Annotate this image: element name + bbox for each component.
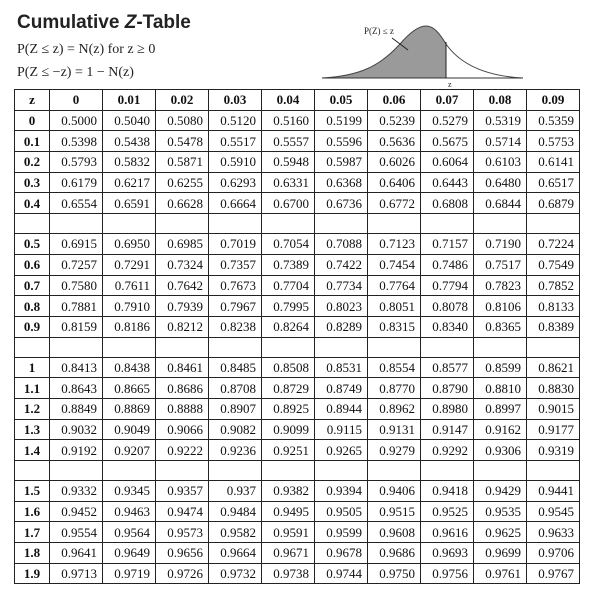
probability-cell: 0.8729 — [262, 378, 315, 399]
probability-cell: 0.7764 — [368, 275, 421, 296]
z-value-cell: 0.6 — [15, 254, 50, 275]
probability-cell: 0.6628 — [156, 193, 209, 214]
probability-cell: 0.8438 — [103, 357, 156, 378]
table-row — [15, 378, 580, 399]
table-row — [15, 172, 580, 193]
probability-cell: 0.6141 — [527, 152, 580, 173]
probability-cell: 0.9693 — [421, 543, 474, 564]
probability-cell: 0.5910 — [209, 152, 262, 173]
probability-cell: 0.8665 — [103, 378, 156, 399]
probability-cell: 0.5040 — [103, 110, 156, 131]
column-header: 0.04 — [262, 90, 315, 111]
probability-cell: 0.9732 — [209, 563, 262, 584]
probability-cell: 0.8051 — [368, 296, 421, 317]
probability-cell: 0.8925 — [262, 398, 315, 419]
probability-cell: 0.5160 — [262, 110, 315, 131]
probability-cell: 0.9452 — [50, 501, 103, 522]
z-value-cell: 0.8 — [15, 296, 50, 317]
z-value-cell: 0.1 — [15, 131, 50, 152]
probability-cell: 0.9207 — [103, 440, 156, 461]
probability-cell: 0.7357 — [209, 254, 262, 275]
table-row — [15, 419, 580, 440]
probability-cell: 0.9474 — [156, 501, 209, 522]
probability-cell: 0.7486 — [421, 254, 474, 275]
probability-cell: 0.7794 — [421, 275, 474, 296]
z-value-cell: 0 — [15, 110, 50, 131]
probability-cell: 0.9713 — [50, 563, 103, 584]
probability-cell: 0.6331 — [262, 172, 315, 193]
column-header: 0.03 — [209, 90, 262, 111]
probability-cell: 0.8531 — [315, 357, 368, 378]
probability-cell: 0.8770 — [368, 378, 421, 399]
probability-cell: 0.7852 — [527, 275, 580, 296]
table-row — [15, 501, 580, 522]
probability-cell: 0.9664 — [209, 543, 262, 564]
z-value-cell: 1.7 — [15, 522, 50, 543]
probability-cell: 0.9192 — [50, 440, 103, 461]
probability-cell: 0.5319 — [474, 110, 527, 131]
z-value-cell: 1.1 — [15, 378, 50, 399]
column-header: 0.02 — [156, 90, 209, 111]
spacer-row — [15, 214, 580, 234]
probability-cell: 0.5359 — [527, 110, 580, 131]
probability-cell: 0.5832 — [103, 152, 156, 173]
table-row — [15, 275, 580, 296]
probability-cell: 0.6443 — [421, 172, 474, 193]
probability-cell: 0.6591 — [103, 193, 156, 214]
z-value-cell: 1.4 — [15, 440, 50, 461]
probability-cell: 0.5080 — [156, 110, 209, 131]
probability-cell: 0.5987 — [315, 152, 368, 173]
probability-cell: 0.8133 — [527, 296, 580, 317]
probability-cell: 0.5714 — [474, 131, 527, 152]
probability-cell: 0.8340 — [421, 316, 474, 337]
probability-cell: 0.5478 — [156, 131, 209, 152]
table-row — [15, 131, 580, 152]
probability-cell: 0.7549 — [527, 254, 580, 275]
probability-cell: 0.9345 — [103, 481, 156, 502]
probability-cell: 0.7673 — [209, 275, 262, 296]
probability-cell: 0.6879 — [527, 193, 580, 214]
probability-cell: 0.6985 — [156, 234, 209, 255]
z-value-cell: 1.5 — [15, 481, 50, 502]
probability-cell: 0.9625 — [474, 522, 527, 543]
probability-cell: 0.7734 — [315, 275, 368, 296]
probability-cell: 0.8078 — [421, 296, 474, 317]
column-header: 0.01 — [103, 90, 156, 111]
probability-cell: 0.7123 — [368, 234, 421, 255]
probability-cell: 0.5517 — [209, 131, 262, 152]
probability-cell: 0.5279 — [421, 110, 474, 131]
probability-cell: 0.7967 — [209, 296, 262, 317]
table-row — [15, 152, 580, 173]
probability-cell: 0.9719 — [103, 563, 156, 584]
probability-cell: 0.7881 — [50, 296, 103, 317]
probability-cell: 0.8389 — [527, 316, 580, 337]
probability-cell: 0.7422 — [315, 254, 368, 275]
probability-cell: 0.7157 — [421, 234, 474, 255]
probability-cell: 0.9495 — [262, 501, 315, 522]
probability-cell: 0.8554 — [368, 357, 421, 378]
probability-cell: 0.8577 — [421, 357, 474, 378]
probability-cell: 0.6950 — [103, 234, 156, 255]
table-row — [15, 563, 580, 584]
probability-cell: 0.8810 — [474, 378, 527, 399]
probability-cell: 0.8997 — [474, 398, 527, 419]
probability-cell: 0.9162 — [474, 419, 527, 440]
probability-cell: 0.7939 — [156, 296, 209, 317]
probability-cell: 0.7642 — [156, 275, 209, 296]
probability-cell: 0.8749 — [315, 378, 368, 399]
probability-cell: 0.7454 — [368, 254, 421, 275]
probability-cell: 0.9251 — [262, 440, 315, 461]
probability-cell: 0.9699 — [474, 543, 527, 564]
probability-cell: 0.9554 — [50, 522, 103, 543]
probability-cell: 0.7910 — [103, 296, 156, 317]
probability-cell: 0.9332 — [50, 481, 103, 502]
probability-cell: 0.9049 — [103, 419, 156, 440]
probability-cell: 0.9535 — [474, 501, 527, 522]
probability-cell: 0.7517 — [474, 254, 527, 275]
probability-cell: 0.9484 — [209, 501, 262, 522]
probability-cell: 0.9633 — [527, 522, 580, 543]
probability-cell: 0.8461 — [156, 357, 209, 378]
probability-cell: 0.6217 — [103, 172, 156, 193]
probability-cell: 0.9279 — [368, 440, 421, 461]
probability-cell: 0.9582 — [209, 522, 262, 543]
probability-cell: 0.9744 — [315, 563, 368, 584]
formula-negative: P(Z ≤ −z) = 1 − N(z) — [17, 65, 134, 80]
probability-cell: 0.6915 — [50, 234, 103, 255]
z-value-cell: 1 — [15, 357, 50, 378]
probability-cell: 0.8907 — [209, 398, 262, 419]
probability-cell: 0.9418 — [421, 481, 474, 502]
probability-cell: 0.9641 — [50, 543, 103, 564]
probability-cell: 0.6179 — [50, 172, 103, 193]
z-value-cell: 0.5 — [15, 234, 50, 255]
table-row — [15, 357, 580, 378]
probability-cell: 0.6293 — [209, 172, 262, 193]
probability-cell: 0.9599 — [315, 522, 368, 543]
probability-cell: 0.9099 — [262, 419, 315, 440]
table-header-row — [15, 90, 580, 111]
probability-cell: 0.7389 — [262, 254, 315, 275]
probability-cell: 0.5239 — [368, 110, 421, 131]
probability-cell: 0.5596 — [315, 131, 368, 152]
probability-cell: 0.9726 — [156, 563, 209, 584]
probability-cell: 0.5753 — [527, 131, 580, 152]
probability-cell: 0.8944 — [315, 398, 368, 419]
z-value-cell: 0.4 — [15, 193, 50, 214]
probability-cell: 0.9608 — [368, 522, 421, 543]
spacer-row — [15, 337, 580, 357]
probability-cell: 0.6700 — [262, 193, 315, 214]
probability-cell: 0.8643 — [50, 378, 103, 399]
probability-cell: 0.6064 — [421, 152, 474, 173]
table-row — [15, 398, 580, 419]
z-value-cell: 1.2 — [15, 398, 50, 419]
probability-cell: 0.9750 — [368, 563, 421, 584]
probability-cell: 0.8888 — [156, 398, 209, 419]
probability-cell: 0.9131 — [368, 419, 421, 440]
bell-curve-figure — [320, 22, 525, 88]
probability-cell: 0.5675 — [421, 131, 474, 152]
z-value-cell: 1.9 — [15, 563, 50, 584]
table-row — [15, 254, 580, 275]
probability-cell: 0.8186 — [103, 316, 156, 337]
table-row — [15, 296, 580, 317]
probability-cell: 0.9292 — [421, 440, 474, 461]
probability-cell: 0.9357 — [156, 481, 209, 502]
z-value-cell: 0.7 — [15, 275, 50, 296]
probability-cell: 0.7224 — [527, 234, 580, 255]
probability-cell: 0.6736 — [315, 193, 368, 214]
probability-cell: 0.8830 — [527, 378, 580, 399]
probability-cell: 0.8621 — [527, 357, 580, 378]
column-header: 0 — [50, 90, 103, 111]
probability-cell: 0.5793 — [50, 152, 103, 173]
probability-cell: 0.6808 — [421, 193, 474, 214]
probability-cell: 0.9382 — [262, 481, 315, 502]
column-header: z — [15, 90, 50, 111]
axis-z-label: z — [448, 80, 452, 88]
z-value-cell: 1.8 — [15, 543, 50, 564]
z-value-cell: 0.2 — [15, 152, 50, 173]
probability-cell: 0.8238 — [209, 316, 262, 337]
formula-positive: P(Z ≤ z) = N(z) for z ≥ 0 — [17, 42, 156, 57]
probability-cell: 0.9319 — [527, 440, 580, 461]
table-row — [15, 316, 580, 337]
probability-cell: 0.9761 — [474, 563, 527, 584]
probability-cell: 0.9756 — [421, 563, 474, 584]
probability-cell: 0.7257 — [50, 254, 103, 275]
probability-cell: 0.8106 — [474, 296, 527, 317]
probability-cell: 0.8365 — [474, 316, 527, 337]
page-title: Cumulative Z-Table — [17, 12, 191, 33]
z-value-cell: 0.3 — [15, 172, 50, 193]
probability-cell: 0.7088 — [315, 234, 368, 255]
probability-cell: 0.9015 — [527, 398, 580, 419]
probability-cell: 0.9147 — [421, 419, 474, 440]
probability-cell: 0.8212 — [156, 316, 209, 337]
column-header: 0.08 — [474, 90, 527, 111]
probability-cell: 0.6517 — [527, 172, 580, 193]
probability-cell: 0.8869 — [103, 398, 156, 419]
probability-cell: 0.8413 — [50, 357, 103, 378]
figure-label: P(Z) ≤ z — [364, 26, 394, 36]
probability-cell: 0.9082 — [209, 419, 262, 440]
probability-cell: 0.9236 — [209, 440, 262, 461]
probability-cell: 0.7580 — [50, 275, 103, 296]
probability-cell: 0.9222 — [156, 440, 209, 461]
probability-cell: 0.6255 — [156, 172, 209, 193]
probability-cell: 0.9767 — [527, 563, 580, 584]
probability-cell: 0.9066 — [156, 419, 209, 440]
probability-cell: 0.8686 — [156, 378, 209, 399]
probability-cell: 0.6844 — [474, 193, 527, 214]
probability-cell: 0.9441 — [527, 481, 580, 502]
probability-cell: 0.7054 — [262, 234, 315, 255]
column-header: 0.05 — [315, 90, 368, 111]
probability-cell: 0.8508 — [262, 357, 315, 378]
table-row — [15, 522, 580, 543]
probability-cell: 0.6664 — [209, 193, 262, 214]
column-header: 0.07 — [421, 90, 474, 111]
table-row — [15, 193, 580, 214]
probability-cell: 0.6772 — [368, 193, 421, 214]
probability-cell: 0.5199 — [315, 110, 368, 131]
probability-cell: 0.5948 — [262, 152, 315, 173]
probability-cell: 0.9671 — [262, 543, 315, 564]
probability-cell: 0.8790 — [421, 378, 474, 399]
probability-cell: 0.9032 — [50, 419, 103, 440]
probability-cell: 0.937 — [209, 481, 262, 502]
probability-cell: 0.7611 — [103, 275, 156, 296]
probability-cell: 0.8023 — [315, 296, 368, 317]
probability-cell: 0.9505 — [315, 501, 368, 522]
probability-cell: 0.8264 — [262, 316, 315, 337]
z-value-cell: 0.9 — [15, 316, 50, 337]
probability-cell: 0.9678 — [315, 543, 368, 564]
probability-cell: 0.8289 — [315, 316, 368, 337]
probability-cell: 0.5398 — [50, 131, 103, 152]
probability-cell: 0.7823 — [474, 275, 527, 296]
column-header: 0.09 — [527, 90, 580, 111]
probability-cell: 0.6480 — [474, 172, 527, 193]
probability-cell: 0.5120 — [209, 110, 262, 131]
probability-cell: 0.6026 — [368, 152, 421, 173]
column-header: 0.06 — [368, 90, 421, 111]
probability-cell: 0.7291 — [103, 254, 156, 275]
table-row — [15, 234, 580, 255]
probability-cell: 0.6368 — [315, 172, 368, 193]
probability-cell: 0.8315 — [368, 316, 421, 337]
probability-cell: 0.7704 — [262, 275, 315, 296]
probability-cell: 0.8599 — [474, 357, 527, 378]
probability-cell: 0.7190 — [474, 234, 527, 255]
probability-cell: 0.6554 — [50, 193, 103, 214]
table-row — [15, 440, 580, 461]
probability-cell: 0.8962 — [368, 398, 421, 419]
probability-cell: 0.7324 — [156, 254, 209, 275]
table-row — [15, 543, 580, 564]
probability-cell: 0.8708 — [209, 378, 262, 399]
probability-cell: 0.5557 — [262, 131, 315, 152]
z-table — [14, 89, 580, 584]
probability-cell: 0.9591 — [262, 522, 315, 543]
probability-cell: 0.5636 — [368, 131, 421, 152]
probability-cell: 0.5000 — [50, 110, 103, 131]
probability-cell: 0.9115 — [315, 419, 368, 440]
table-row — [15, 481, 580, 502]
probability-cell: 0.9649 — [103, 543, 156, 564]
probability-cell: 0.9463 — [103, 501, 156, 522]
probability-cell: 0.8980 — [421, 398, 474, 419]
probability-cell: 0.9306 — [474, 440, 527, 461]
probability-cell: 0.9429 — [474, 481, 527, 502]
probability-cell: 0.7995 — [262, 296, 315, 317]
probability-cell: 0.5871 — [156, 152, 209, 173]
probability-cell: 0.9706 — [527, 543, 580, 564]
probability-cell: 0.9177 — [527, 419, 580, 440]
probability-cell: 0.5438 — [103, 131, 156, 152]
probability-cell: 0.6103 — [474, 152, 527, 173]
z-value-cell: 1.3 — [15, 419, 50, 440]
probability-cell: 0.8485 — [209, 357, 262, 378]
probability-cell: 0.9738 — [262, 563, 315, 584]
probability-cell: 0.9573 — [156, 522, 209, 543]
probability-cell: 0.7019 — [209, 234, 262, 255]
probability-cell: 0.9616 — [421, 522, 474, 543]
spacer-row — [15, 461, 580, 481]
table-row — [15, 110, 580, 131]
probability-cell: 0.9394 — [315, 481, 368, 502]
probability-cell: 0.9265 — [315, 440, 368, 461]
probability-cell: 0.8849 — [50, 398, 103, 419]
probability-cell: 0.9525 — [421, 501, 474, 522]
probability-cell: 0.9406 — [368, 481, 421, 502]
probability-cell: 0.9656 — [156, 543, 209, 564]
probability-cell: 0.9564 — [103, 522, 156, 543]
probability-cell: 0.9515 — [368, 501, 421, 522]
probability-cell: 0.9545 — [527, 501, 580, 522]
probability-cell: 0.8159 — [50, 316, 103, 337]
probability-cell: 0.9686 — [368, 543, 421, 564]
probability-cell: 0.6406 — [368, 172, 421, 193]
z-value-cell: 1.6 — [15, 501, 50, 522]
